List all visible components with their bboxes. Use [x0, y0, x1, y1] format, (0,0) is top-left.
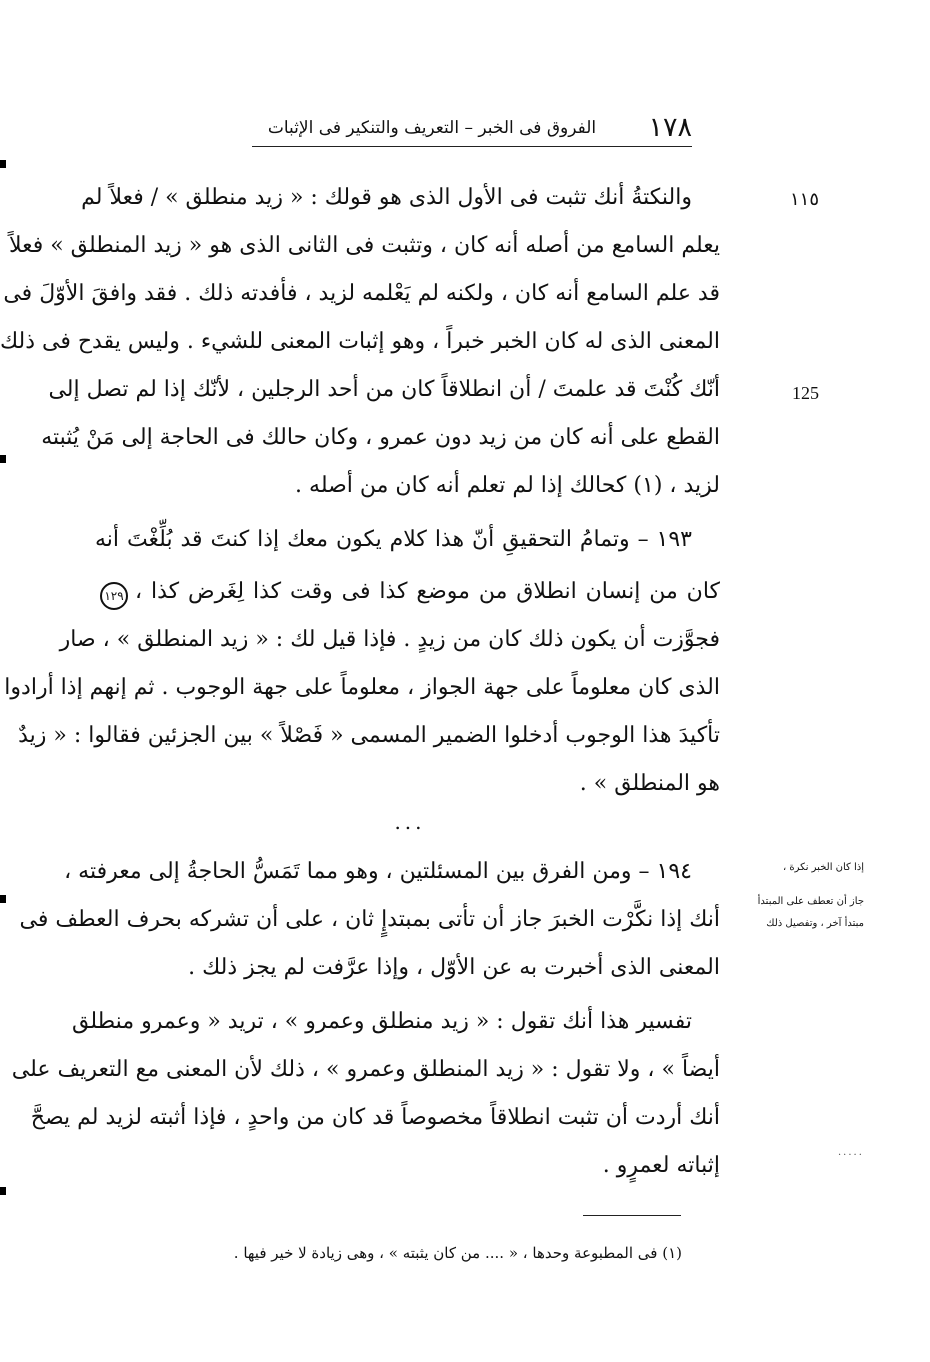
page-header: [252, 112, 692, 147]
edge-mark: [0, 160, 6, 168]
running-title: الفروق فى الخبر – التعريف والتنكير فى الإثبات: [267, 118, 597, 138]
text-line: هو المنطلق » .: [579, 771, 720, 796]
text-line: إثباته لعمرٍو .: [602, 1153, 720, 1178]
text-line: أنك إذا نكَّرْت الخبرَ جاز أن تأتى بمبتدإٍ ثان ، على أن تشركه بحرف العطف فى: [19, 907, 720, 932]
text-line: القطع على أنه كان من زيد دون عمرو ، وكان حالك فى الحاجة إلى مَنْ يُثبته: [41, 425, 720, 450]
page-number: ١٧٨: [648, 112, 692, 143]
edge-mark: [0, 895, 6, 903]
text-line: كان من إنسان انطلاق من موضع كذا فى وقت كذا لِغَرض كذا ،: [135, 579, 720, 604]
margin-line-number: 125: [792, 383, 819, 403]
margin-dots: ·····: [838, 1150, 864, 1161]
margin-note-line: إذا كان الخبر نكرة ،: [783, 862, 864, 873]
text-line: والنكتةُ أنك تثبت فى الأول الذى هو قولك : « زيد منطلق » / فعلاً لم: [81, 185, 692, 210]
edge-mark: [0, 455, 6, 463]
text-line: المعنى الذى له كان الخبر خبراً ، وهو إثبات المعنى للشيء . وليس يقدح فى ذلك: [0, 329, 720, 354]
edge-mark: [0, 1187, 6, 1195]
text-line: أنك أردت أن تثبت انطلاقاً مخصوصاً قد كان من واحدٍ ، فإذا أثبته لزيد لم يصحَّ: [30, 1105, 720, 1130]
text-line: تأكيدَ هذا الوجوب أدخلوا الضمير المسمى « فَصْلاً » بين الجزئين فقالوا : « زيدٌ: [18, 723, 720, 748]
text-line: قد علم السامع أنه كان ، ولكنه لم يَعْلمه لزيد ، فأفدته ذلك . فقد وافقَ الأوّلَ فى: [3, 281, 720, 306]
margin-note-line: مبتدأ آخر ، وتفصيل ذلك: [766, 918, 864, 929]
text-line: أيضاً » ، ولا تقول : « زيد المنطلق وعمرو » ، ذلك لأن المعنى مع التعريف على: [11, 1057, 720, 1082]
section-separator: ...: [394, 810, 426, 834]
text-line: أنّك كُنْتَ قد علمتَ / أن انطلاقاً كان من أحد الرجلين ، لأنّك إذا لم تصل إلى: [48, 377, 720, 402]
original-page-marker: ١٢٩: [100, 582, 128, 610]
text-line: الذى كان معلوماً على جهة الجواز ، معلوماً على جهة الوجوب . ثم إنهم إذا أرادوا: [4, 675, 720, 700]
margin-line-number: ١١٥: [790, 189, 820, 210]
footnote-rule: [583, 1215, 681, 1216]
text-line: لزيد ، (١) كحالك إذا لم تعلم أنه كان من أصله .: [295, 473, 720, 498]
text-line: ١٩٣ – وتمامُ التحقيقِ أنّ هذا كلام يكون معك إذا كنتَ قد بُلِّغْتَ أنه: [95, 527, 692, 552]
footnote: (١) فى المطبوعة وحدها ، « .... من كان يثبته » ، وهى زيادة لا خير فيها .: [233, 1244, 682, 1262]
text-line: تفسير هذا أنك تقول : « زيد منطلق وعمرو » ، تريد « وعمرو منطلق: [72, 1009, 692, 1034]
text-line: المعنى الذى أخبرت به عن الأوّل ، وإذا عرَّفت لم يجز ذلك .: [188, 955, 720, 980]
text-line: فجوَّزت أن يكون ذلك كان من زيدٍ . فإذا قيل لك : « زيد المنطلق » ، صار: [59, 627, 720, 652]
text-line: يعلم السامع من أصله أنه كان ، وتثبت فى الثانى الذى هو « زيد المنطلق » فعلاً: [8, 233, 720, 258]
margin-note-line: جاز أن تعطف على المبتدأ: [757, 896, 864, 907]
text-line: ١٩٤ – ومن الفرق بين المسئلتين ، وهو مما تَمَسُّ الحاجةُ إلى معرفته ،: [64, 859, 692, 884]
